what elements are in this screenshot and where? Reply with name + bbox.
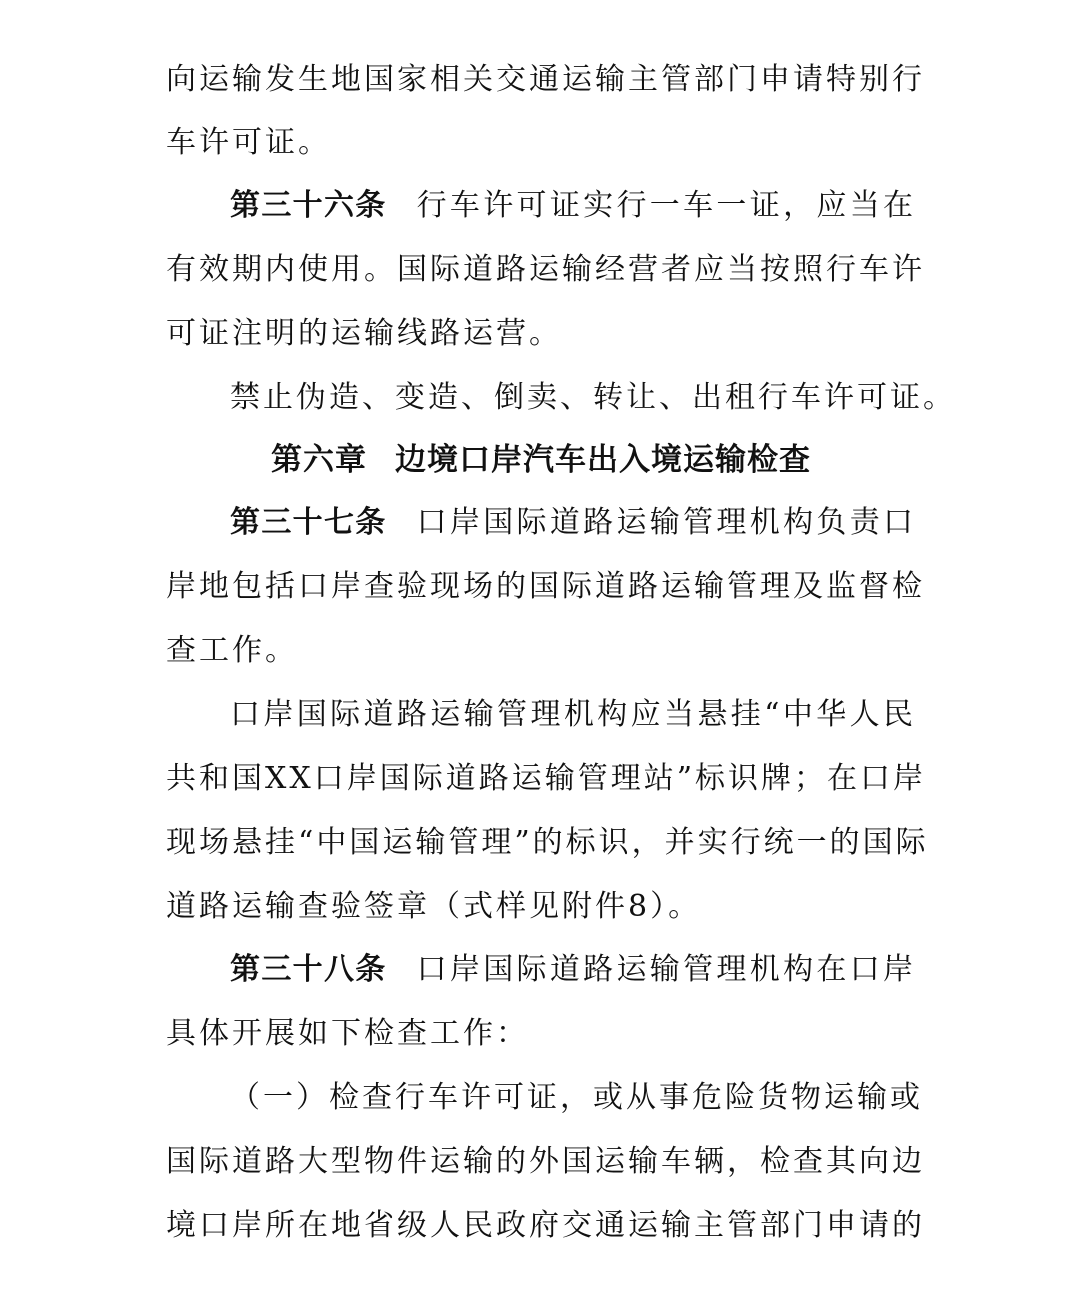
- body-line: 向运输发生地国家相关交通运输主管部门申请特别行: [166, 62, 925, 97]
- body-line: 口岸国际道路运输管理机构应当悬挂“中华人民: [230, 697, 916, 732]
- chapter-title: 边境口岸汽车出入境运输检查: [395, 442, 811, 478]
- body-line: 具体开展如下检查工作：: [166, 1016, 529, 1051]
- chapter-number: 第六章: [271, 442, 367, 478]
- article-38-text: 口岸国际道路运输管理机构在口岸: [416, 952, 917, 987]
- body-line: 查工作。: [166, 633, 298, 668]
- article-38-number: 第三十八条: [230, 952, 387, 987]
- article-36-first-line: [230, 174, 916, 238]
- chapter-heading: [166, 428, 916, 492]
- body-line: 共和国XX口岸国际道路运输管理站”标识牌；在口岸: [166, 761, 927, 796]
- body-line: 国际道路大型物件运输的外国运输车辆，检查其向边: [166, 1144, 925, 1179]
- body-line: 岸地包括口岸查验现场的国际道路运输管理及监督检: [166, 569, 925, 604]
- article-37-number: 第三十七条: [230, 505, 387, 540]
- article-36-number: 第三十六条: [230, 188, 387, 223]
- article-37-first-line: [230, 491, 916, 555]
- body-line: 有效期内使用。国际道路运输经营者应当按照行车许: [166, 252, 925, 287]
- body-line: （一）检查行车许可证，或从事危险货物运输或: [230, 1080, 923, 1115]
- body-line: 可证注明的运输线路运营。: [166, 316, 562, 351]
- body-line: 禁止伪造、变造、倒卖、转让、出租行车许可证。: [230, 380, 956, 415]
- article-37-text: 口岸国际道路运输管理机构负责口: [416, 505, 917, 540]
- body-line: 现场悬挂“中国运输管理”的标识，并实行统一的国际: [166, 825, 929, 860]
- article-36-text: 行车许可证实行一车一证，应当在: [416, 188, 917, 223]
- body-line: 道路运输查验签章（式样见附件8）。: [166, 889, 702, 924]
- article-38-first-line: [230, 938, 916, 1002]
- body-line: 境口岸所在地省级人民政府交通运输主管部门申请的: [166, 1208, 925, 1243]
- body-line: 车许可证。: [166, 125, 331, 160]
